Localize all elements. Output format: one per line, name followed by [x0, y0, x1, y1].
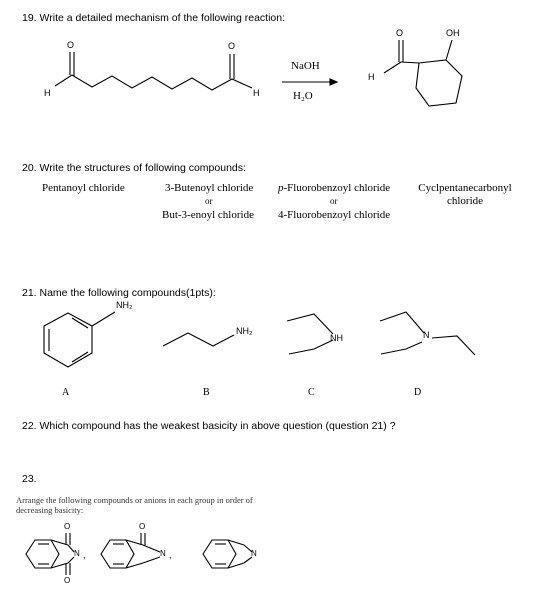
separator-comma-1: , [83, 550, 86, 560]
label-a: A [62, 387, 70, 398]
reagent-naoh: NaOH [291, 60, 320, 72]
aldehyde-hydrogen-right: H [253, 88, 260, 98]
reagent-water: H₂O [293, 90, 313, 102]
compound-pentanoyl-chloride: Pentanoyl chloride [42, 182, 125, 194]
isoindolinone-nitrogen: N [160, 549, 166, 558]
product-carbonyl-oxygen: O [396, 28, 404, 38]
separator-comma-2: , [169, 550, 172, 560]
product-hydroxyl: OH [446, 28, 460, 38]
or-label-1: or [205, 196, 213, 206]
label-c: C [308, 387, 315, 398]
product-aldehyde-hydrogen: H [368, 72, 375, 82]
phthalimide-nitrogen: N [74, 549, 80, 558]
question-22-heading: 22. Which compound has the weakest basicity in above question (question 21) ? [22, 420, 396, 432]
compound-4-fluorobenzoyl-chloride: 4-Fluorobenzoyl chloride [278, 209, 391, 221]
compound-b-amine: NH₂ [236, 326, 253, 336]
compound-a-amine: NH₂ [116, 300, 133, 310]
compound-3-butenoyl-chloride: 3-Butenoyl chloride [165, 182, 254, 194]
isoindolinone-oxygen: O [139, 522, 146, 531]
question-21-heading: 21. Name the following compounds(1pts): [22, 287, 216, 299]
question-23-heading: 23. [22, 473, 37, 485]
question-19-heading: 19. Write a detailed mechanism of the following reaction: [22, 12, 286, 24]
question-23-instructions: Arrange the following compounds or anions in each group in order of decreasing basicity: [16, 495, 253, 515]
question-20-heading: 20. Write the structures of following compounds: [22, 162, 246, 174]
compound-p-fluorobenzoyl-chloride: p-Fluorobenzoyl chloride [278, 182, 391, 194]
compound-cyclopentanecarbonyl-chloride-line1: Cyclpentanecarbonyl [418, 182, 512, 194]
compound-d-n: N [423, 330, 430, 340]
aldehyde-hydrogen-left: H [44, 88, 51, 98]
phthalimide-top-oxygen: O [64, 522, 71, 531]
aldehyde-oxygen-right: O [228, 41, 236, 51]
isoindoline-nitrogen: N [251, 549, 257, 558]
label-b: B [203, 387, 210, 398]
compound-c-nh: NH [330, 333, 343, 343]
label-d: D [414, 387, 422, 398]
compound-cyclopentanecarbonyl-chloride-line2: chloride [446, 195, 484, 207]
or-label-2: or [330, 196, 338, 206]
compound-but-3-enoyl-chloride: But-3-enoyl chloride [162, 209, 254, 221]
aldehyde-oxygen-left: O [67, 40, 75, 50]
phthalimide-bottom-oxygen: O [64, 576, 71, 585]
